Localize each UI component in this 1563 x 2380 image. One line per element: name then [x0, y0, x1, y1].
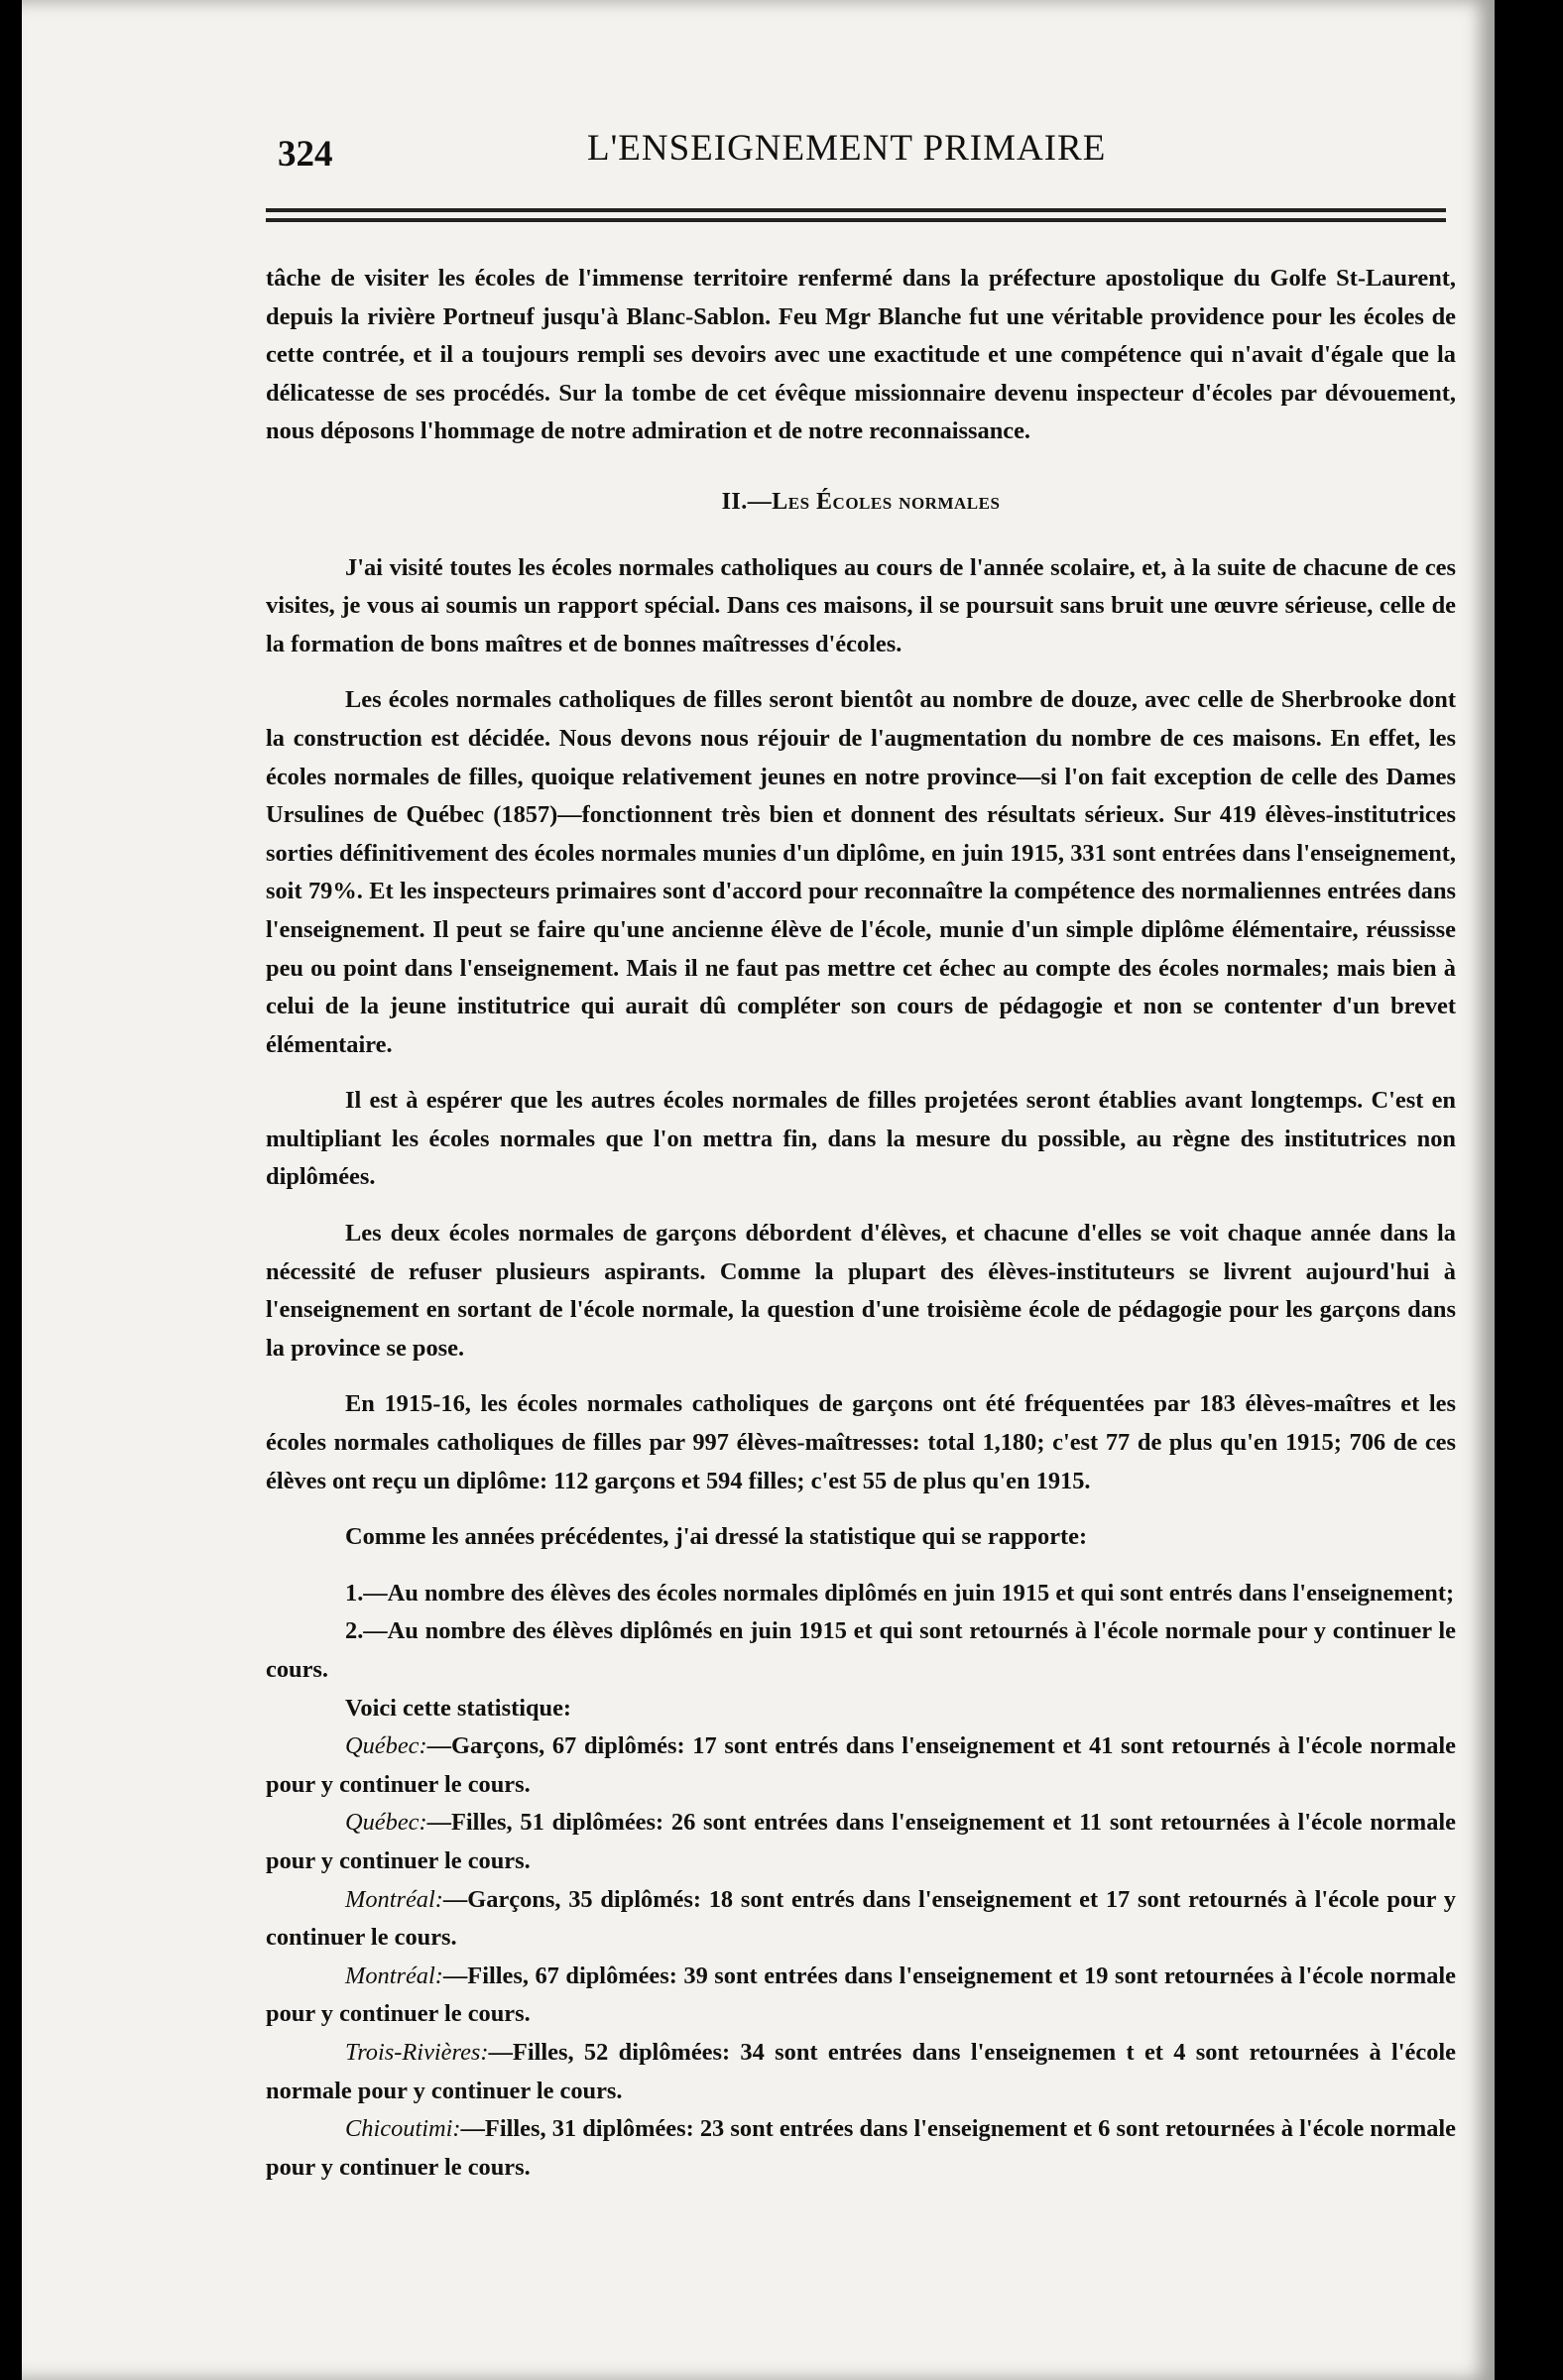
body-text — [266, 260, 1456, 2187]
header-rule-top — [266, 208, 1446, 212]
paragraph: Il est à espérer que les autres écoles normales de filles projetées seront établies avant longtemps. C'est en multipliant les écoles normales que l'on mettra fin, dans la mesure du possible, au règne des institutrices non diplômées. — [266, 1087, 1456, 1191]
paragraph: Les écoles normales catholiques de filles seront bientôt au nombre de douze, avec celle de Sherbrooke dont la construction est décidée. Nous devons nous réjouir de l'augmentation du nombre de ces maisons. En effet, les écoles normales de filles, quoique relativement jeunes en notre province—si l'on fait exception de celle des Dames Ursulines de Québec (1857)—fonctionnent très bien et donnent des résultats sérieux. Sur 419 élèves-institutrices sorties définitivement des écoles normales munies d'un diplôme, en juin 1915, 331 sont entrées dans l'enseignement, soit 79%. Et les inspecteurs primaires sont d'accord pour reconnaître la compétence des normaliennes entrées dans l'enseignement. Il peut se faire qu'une ancienne élève de l'école, munie d'un simple diplôme élémentaire, réussisse peu ou point dans l'enseignement. Mais il ne faut pas mettre cet échec au compte des écoles normales; mais bien à celui de la jeune institutrice qui aurait dû compléter son cours de pédagogie et non se contenter d'un brevet élémentaire. — [266, 686, 1456, 1058]
list-item: 2.—Au nombre des élèves diplômés en juin 1915 et qui sont retournés à l'école normale pour y continuer le cours. — [266, 1617, 1456, 1683]
paragraph: tâche de visiter les écoles de l'immense territoire renfermé dans la préfecture apostolique du Golfe St-Laurent, depuis la rivière Portneuf jusqu'à Blanc-Sablon. Feu Mgr Blanche fut une véritable providence pour les écoles de cette contrée, et il a toujours rempli ses devoirs avec une exactitude et une compétence qui n'avait d'égale que la délicatesse de ses procédés. Sur la tombe de cet évêque missionnaire devenu inspecteur d'écoles par dévouement, nous déposons l'hommage de notre admiration et de notre reconnaissance. — [266, 265, 1456, 445]
running-title: L'ENSEIGNEMENT PRIMAIRE — [587, 128, 1107, 169]
stat-entry: Chicoutimi:—Filles, 31 diplômées: 23 sont entrées dans l'enseignement et 6 sont retournées à l'école normale pour y continuer le cours. — [266, 2115, 1456, 2181]
page-number: 324 — [278, 134, 333, 175]
paragraph: Les deux écoles normales de garçons débordent d'élèves, et chacune d'elles se voit chaque année dans la nécessité de refuser plusieurs aspirants. Comme la plupart des élèves-instituteurs se livrent aujourd'hui à l'enseignement en sortant de l'école normale, la question d'une troisième école de pédagogie pour les garçons dans la province se pose. — [266, 1220, 1456, 1362]
stat-entry: Trois-Rivières:—Filles, 52 diplômées: 34 sont entrées dans l'enseignemen t et 4 sont retournées à l'école normale pour y continuer le cours. — [266, 2038, 1456, 2104]
running-header — [260, 127, 1470, 177]
paragraph: Comme les années précédentes, j'ai dressé la statistique qui se rapporte: — [345, 1523, 1088, 1551]
scanned-page — [22, 0, 1495, 2380]
paragraph: En 1915-16, les écoles normales catholiques de garçons ont été fréquentées par 183 élèves-maîtres et les écoles normales catholiques de filles par 997 élèves-maîtresses: total 1,180; c'est 77 de plus qu'en 1915; 706 de ces élèves ont reçu un diplôme: 112 garçons et 594 filles; c'est 55 de plus qu'en 1915. — [266, 1390, 1456, 1494]
list-item: 1.—Au nombre des élèves des écoles normales diplômés en juin 1915 et qui sont entrés dans l'enseignement; — [345, 1579, 1455, 1606]
header-rule-bottom — [266, 218, 1446, 222]
stat-entry: Montréal:—Filles, 67 diplômées: 39 sont entrées dans l'enseignement et 19 sont retournées à l'école normale pour y continuer le cours. — [266, 1962, 1456, 2028]
paragraph: J'ai visité toutes les écoles normales catholiques au cours de l'année scolaire, et, à la suite de chacune de ces visites, je vous ai soumis un rapport spécial. Dans ces maisons, il se poursuit sans bruit une œuvre sérieuse, celle de la formation de bons maîtres et de bonnes maîtresses d'écoles. — [266, 553, 1456, 657]
paragraph: Voici cette statistique: — [345, 1694, 572, 1722]
stat-entry: Montréal:—Garçons, 35 diplômés: 18 sont entrés dans l'enseignement et 17 sont retournés à l'école pour y continuer le cours. — [266, 1885, 1456, 1952]
stat-entry: Québec:—Garçons, 67 diplômés: 17 sont entrés dans l'enseignement et 41 sont retournés à l'école normale pour y continuer le cours. — [266, 1732, 1456, 1798]
stat-entry: Québec:—Filles, 51 diplômées: 26 sont entrées dans l'enseignement et 11 sont retournées à l'école normale pour y continuer le cours. — [266, 1809, 1456, 1874]
section-heading: II.—Les Écoles normales — [721, 488, 1001, 515]
